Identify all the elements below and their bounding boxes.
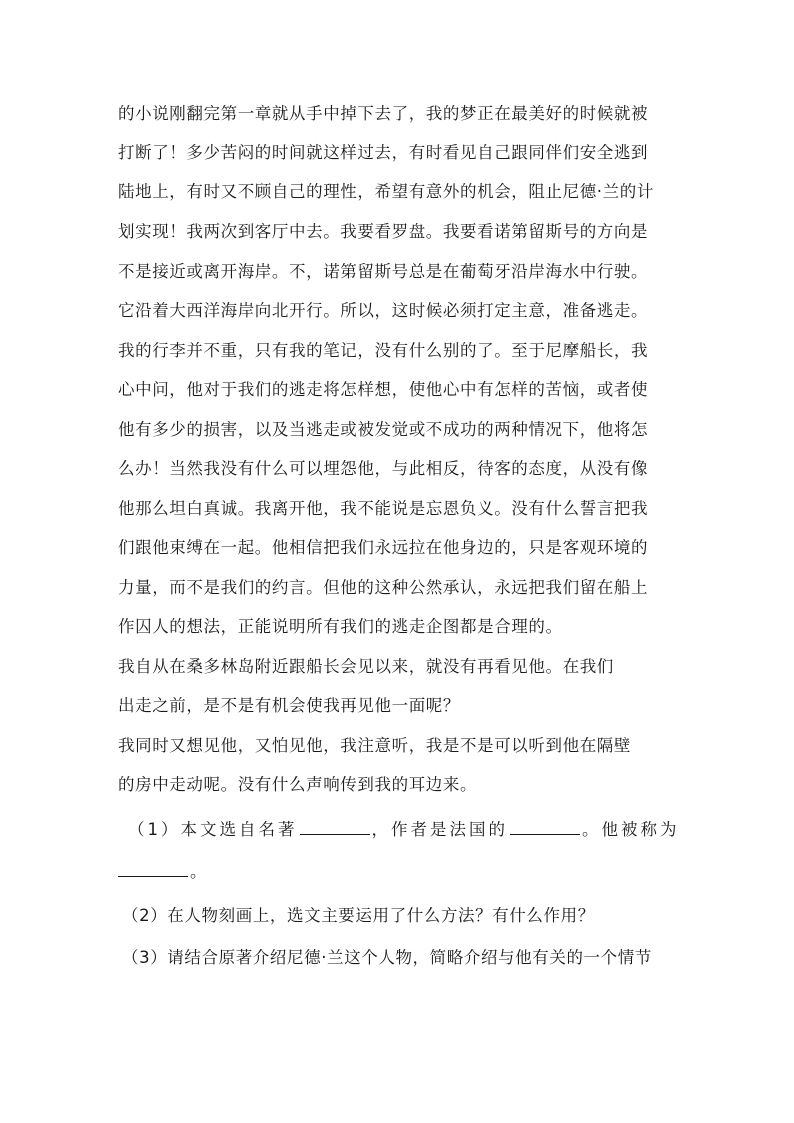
question-1-continued <box>118 862 207 882</box>
passage-line: 他那么坦白真诚。我离开他，我不能说是忘恩负义。没有什么誓言把我 <box>118 499 649 518</box>
question-1-text: 。 <box>190 862 208 881</box>
passage-line: 打断了！多少苦闷的时间就这样过去，有时看见自己跟同伴们安全逃到 <box>118 143 649 162</box>
question-1-text: ，作者是法国的 <box>371 820 508 839</box>
passage-line: 作囚人的想法，正能说明所有我们的逃走企图都是合理的。 <box>118 617 563 636</box>
passage-line: 的小说刚翻完第一章就从手中掉下去了，我的梦正在最美好的时候就被 <box>118 104 649 123</box>
passage-line: 我的行李并不重，只有我的笔记，没有什么别的了。至于尼摩船长，我 <box>118 341 649 360</box>
question-2: （2）在人物刻画上，选文主要运用了什么方法？有什么作用？ <box>122 906 595 925</box>
passage-line: 它沿着大西洋海岸向北开行。所以，这时候必须打定主意，准备逃走。 <box>118 301 649 320</box>
passage-line: 出走之前，是不是有机会使我再见他一面呢？ <box>118 696 460 715</box>
passage-line: 们跟他束缚在一起。他相信把我们永远拉在他身边的，只是客观环境的 <box>118 538 649 557</box>
passage-line: 他有多少的损害，以及当逃走或被发觉或不成功的两种情况下，他将怎 <box>118 420 649 439</box>
passage-line: 心中问，他对于我们的逃走将怎样想，使他心中有怎样的苦恼，或者使 <box>118 380 649 399</box>
passage-line: 不是接近或离开海岸。不，诺第留斯号总是在葡萄牙沿岸海水中行驶。 <box>118 262 649 281</box>
question-3: （3）请结合原著介绍尼德·兰这个人物，简略介绍与他有关的一个情节 <box>122 948 652 967</box>
question-1-text: （1）本文选自名著 <box>128 820 298 839</box>
passage-line: 划实现！我两次到客厅中去。我要看罗盘。我要看诺第留斯号的方向是 <box>118 222 649 241</box>
passage-line: 我自从在桑多林岛附近跟船长会见以来，就没有再看见他。在我们 <box>118 657 614 676</box>
passage-line: 我同时又想见他，又怕见他，我注意听，我是不是可以听到他在隔壁 <box>118 736 631 755</box>
question-1 <box>128 820 680 840</box>
answer-blank-author[interactable] <box>510 820 580 835</box>
passage-line: 么办！当然我没有什么可以埋怨他，与此相反，待客的态度，从没有像 <box>118 459 649 478</box>
passage-line: 陆地上，有时又不顾自己的理性，希望有意外的机会，阻止尼德·兰的计 <box>118 182 654 201</box>
answer-blank-nickname[interactable] <box>118 862 188 877</box>
question-1-text: 。他被称为 <box>582 820 680 839</box>
answer-blank-title[interactable] <box>300 820 370 835</box>
passage-line: 力量，而不是我们的约言。但他的这种公然承认，永远把我们留在船上 <box>118 578 649 597</box>
passage-line: 的房中走动呢。没有什么声响传到我的耳边来。 <box>118 775 478 794</box>
